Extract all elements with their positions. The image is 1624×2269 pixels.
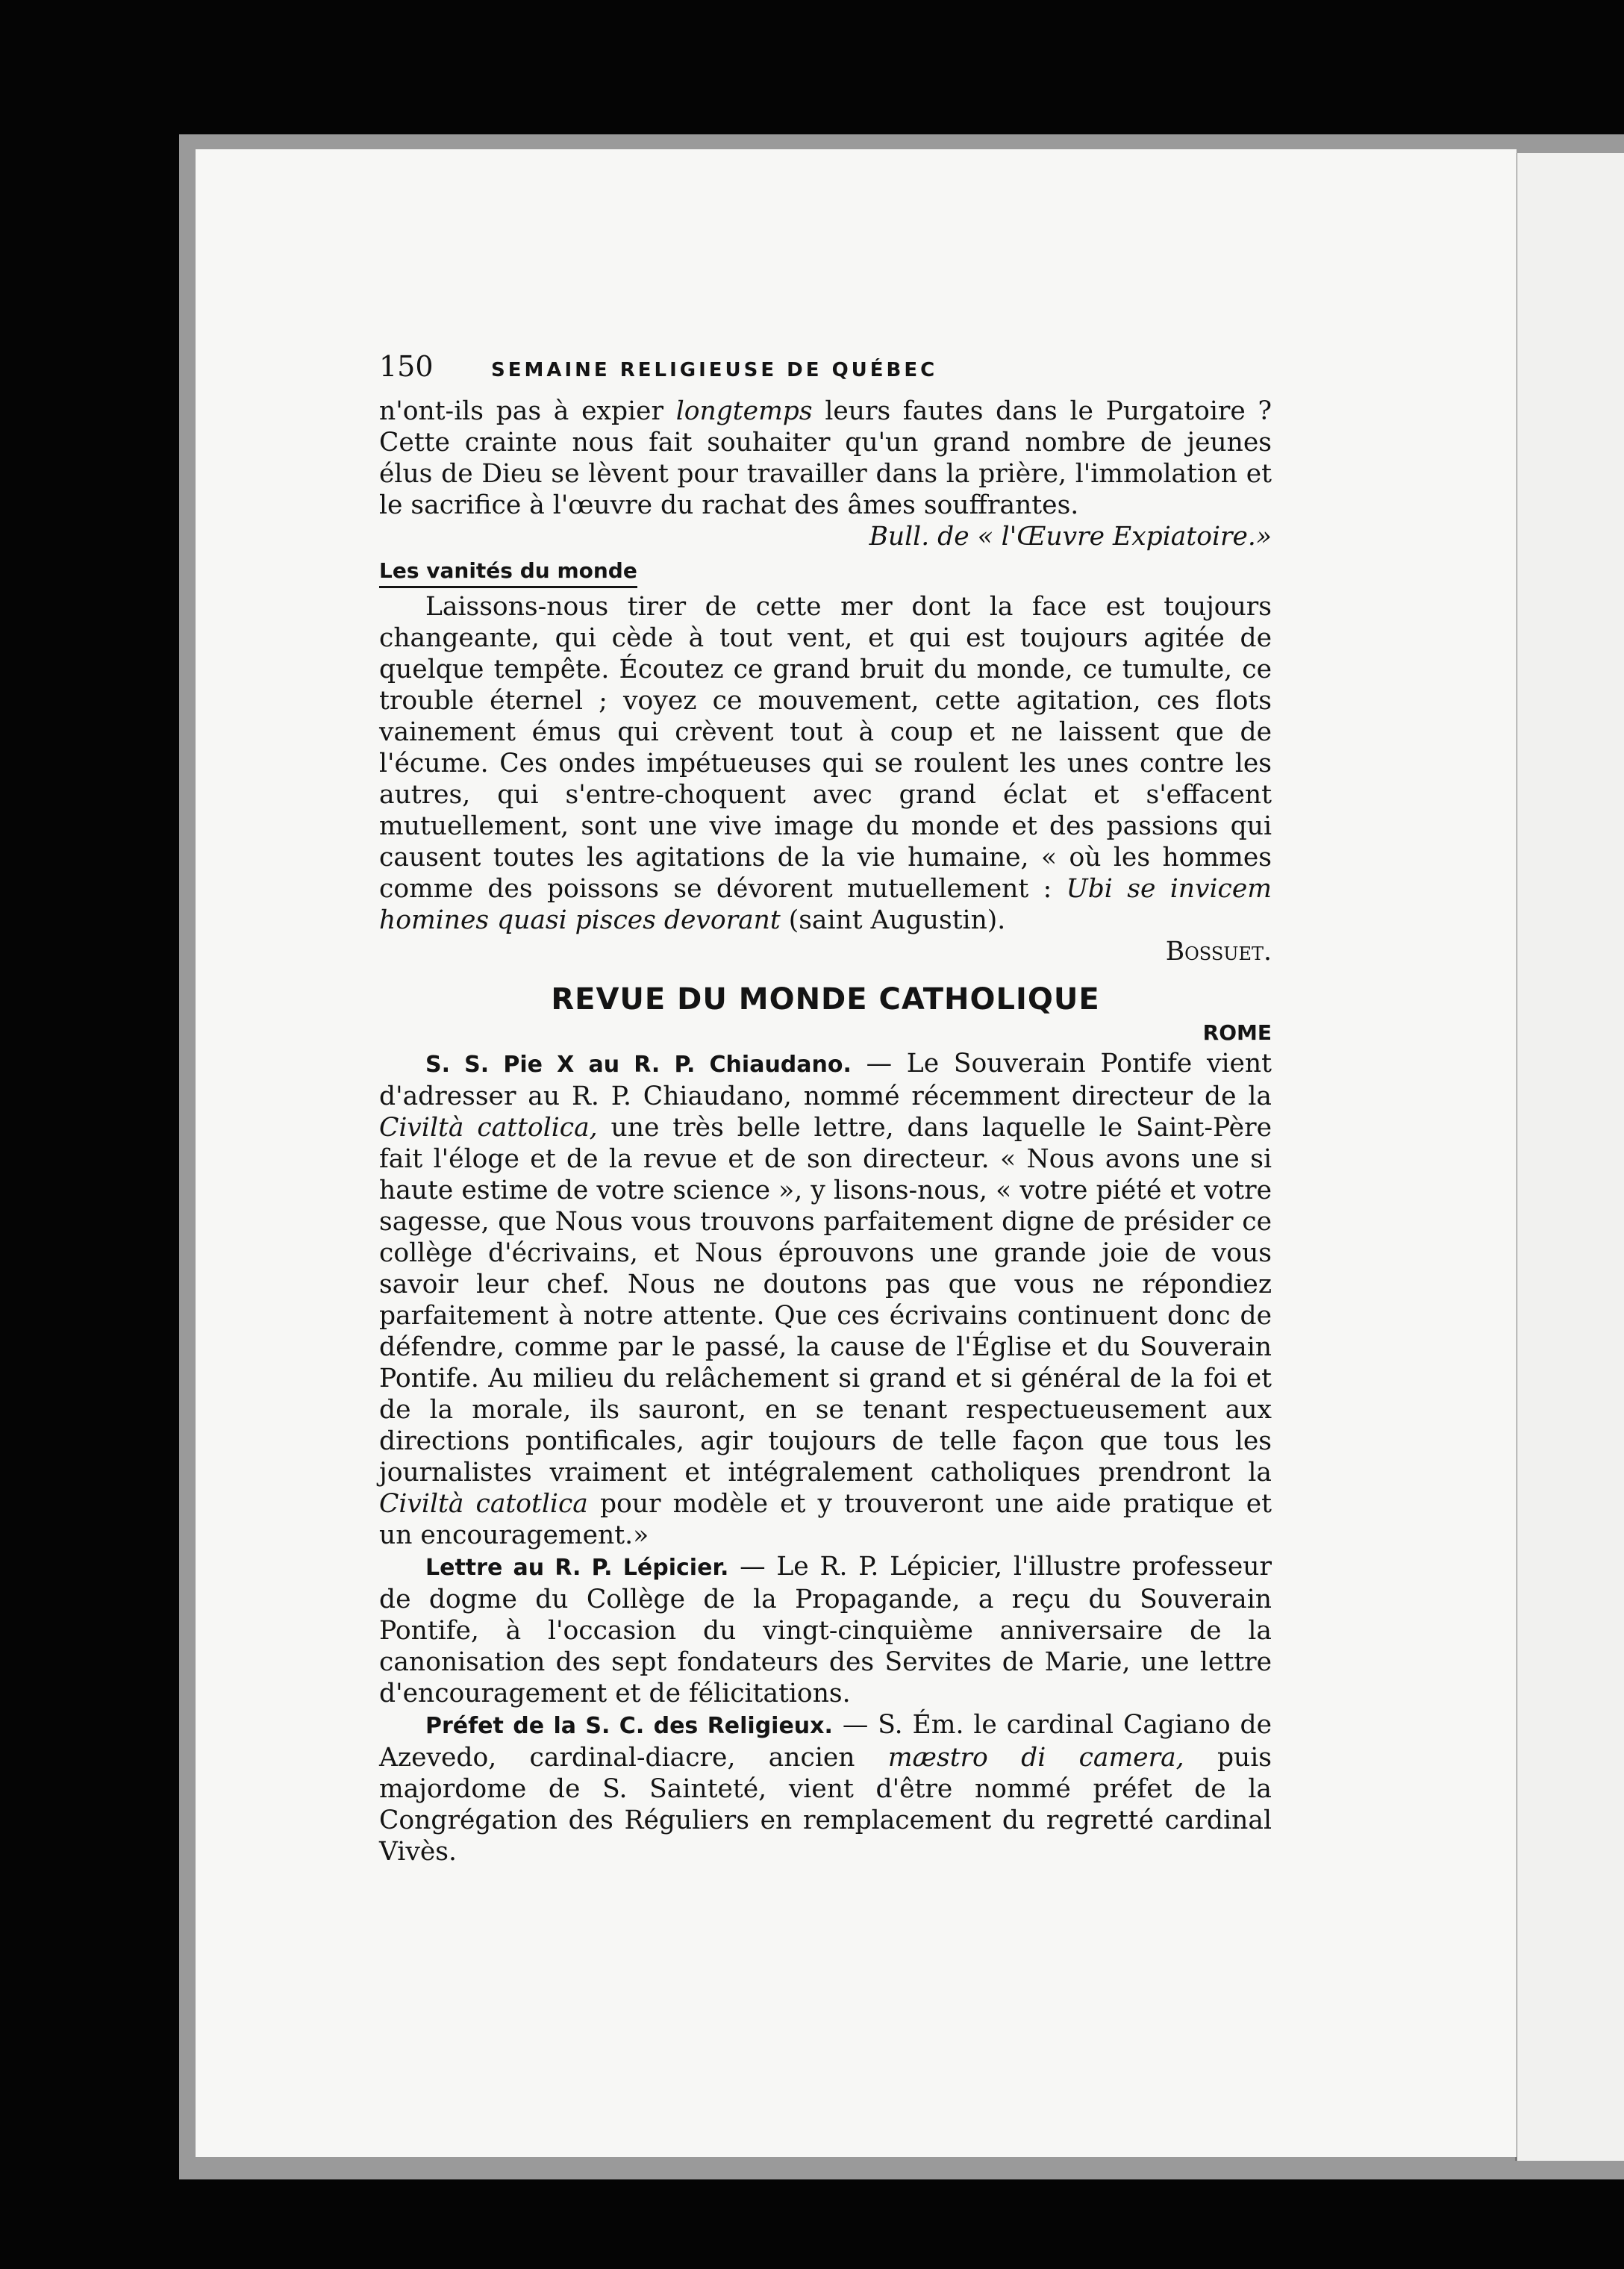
revue-item-1-text-a: — Le Souverain Pontife vient d'adresser au R. P. Chiaudano, nommé récemment directeur de la bbox=[379, 1049, 1272, 1111]
page-number: 150 bbox=[379, 350, 434, 383]
revue-item-3 bbox=[379, 1709, 1272, 1867]
revue-item-1-text-b: une très belle lettre, dans laquelle le Saint-Père fait l'éloge et de la revue et de son directeur. « Nous avons une si haute estime de votre science », y lisons-nous, « votre piété et votre sagesse, que Nous vous trouvons parfaitement digne de présider ce collège d'écrivains, et Nous éprouvons une grande joie de vous savoir leur chef. Nous ne doutons pas que vous ne répondiez parfaitement à notre attente. Que ces écrivains continuent donc de défendre, comme par le passé, la cause de l'Église et du Souverain Pontife. Au milieu du relâchement si grand et si général de la foi et de la morale, ils sauront, en se tenant respectueusement aux directions pontificales, agir toujours de telle façon que tous les journalistes vraiment et intégralement catholiques prendront la bbox=[379, 1113, 1272, 1488]
revue-item-3-lead: Préfet de la S. C. des Religieux. bbox=[425, 1713, 833, 1739]
revue-item-1-italic-1: Civiltà cattolica, bbox=[379, 1113, 598, 1143]
revue-item-3-text-a: — S. Ém. le cardinal Cagiano de Azevedo, cardinal-diacre, ancien bbox=[379, 1710, 1272, 1773]
revue-place: ROME bbox=[1202, 1020, 1272, 1045]
next-page-edge bbox=[1515, 153, 1624, 2161]
revue-item-1-lead: S. S. Pie X au R. P. Chiaudano. bbox=[425, 1052, 852, 1078]
revue-item-3-italic: mæstro di camera, bbox=[887, 1743, 1184, 1773]
revue-item-2 bbox=[379, 1551, 1272, 1709]
vanites-text-1: Laissons-nous tirer de cette mer dont la face est toujours changeante, qui cède à tout vent, et qui est toujours agitée de quelque tempête. Écoutez ce grand bruit du monde, ce tumulte, ce trouble éternel ; voyez ce mouvement, cette agitation, ces flots vainement émus qui crèvent tout à coup et ne laissent que de l'écume. Ces ondes impétueuses qui se roulent les unes contre les autres, qui s'entre-choquent avec grand éclat et s'effacent mutuellement, sont une vive image du monde et des passions qui causent toutes les agitations de la vie humaine, « où les hommes comme des poissons se dévorent mutuellement : bbox=[379, 592, 1272, 904]
purgatoire-source-text: Bull. de « l'Œuvre Expiatoire.» bbox=[869, 522, 1272, 552]
revue-item-1-italic-2: Civiltà catotlica bbox=[379, 1489, 588, 1519]
purgatoire-text-2: leurs fautes dans le Purgatoire ? Cette crainte nous fait souhaiter qu'un grand nombre de jeunes élus de Dieu se lèvent pour travailler dans la prière, l'immolation et le sacrifice à l'œuvre du rachat des âmes souffrantes. bbox=[379, 396, 1272, 520]
vanites-paragraph bbox=[379, 591, 1272, 936]
purgatoire-source bbox=[379, 521, 1272, 552]
revue-item-3-text-b: puis majordome de S. Sainteté, vient d'être nommé préfet de la Congrégation des Réguliers en remplacement du regretté cardinal Vivès. bbox=[379, 1743, 1272, 1867]
revue-item-2-text: — Le R. P. Lépicier, l'illustre professeur de dogme du Collège de la Propagande, a reçu du Souverain Pontife, à l'occasion du vingt-cinquième anniversaire de la canonisation des sept fondateurs des Servites de Marie, une lettre d'encouragement et de félicitations. bbox=[379, 1552, 1272, 1708]
purgatoire-text-1: n'ont-ils pas à expier bbox=[379, 396, 676, 426]
vanites-latin: Ubi se invicem homines quasi pisces devorant bbox=[379, 874, 1272, 935]
running-title: SEMAINE RELIGIEUSE DE QUÉBEC bbox=[491, 359, 938, 381]
purgatoire-paragraph bbox=[379, 396, 1272, 521]
purgatoire-italic: longtemps bbox=[675, 396, 813, 426]
running-head bbox=[379, 351, 1272, 396]
revue-item-1 bbox=[379, 1048, 1272, 1551]
vanites-author: Bossuet. bbox=[1165, 937, 1272, 967]
vanites-text-2: (saint Augustin). bbox=[780, 905, 1006, 935]
revue-item-1-text-c: pour modèle et y trouveront une aide pratique et un encouragement.» bbox=[379, 1489, 1272, 1550]
revue-item-2-lead: Lettre au R. P. Lépicier. bbox=[425, 1555, 729, 1581]
revue-title: REVUE DU MONDE CATHOLIQUE bbox=[551, 982, 1100, 1017]
vanites-heading: Les vanités du monde bbox=[379, 557, 637, 588]
page-content bbox=[379, 351, 1272, 1867]
